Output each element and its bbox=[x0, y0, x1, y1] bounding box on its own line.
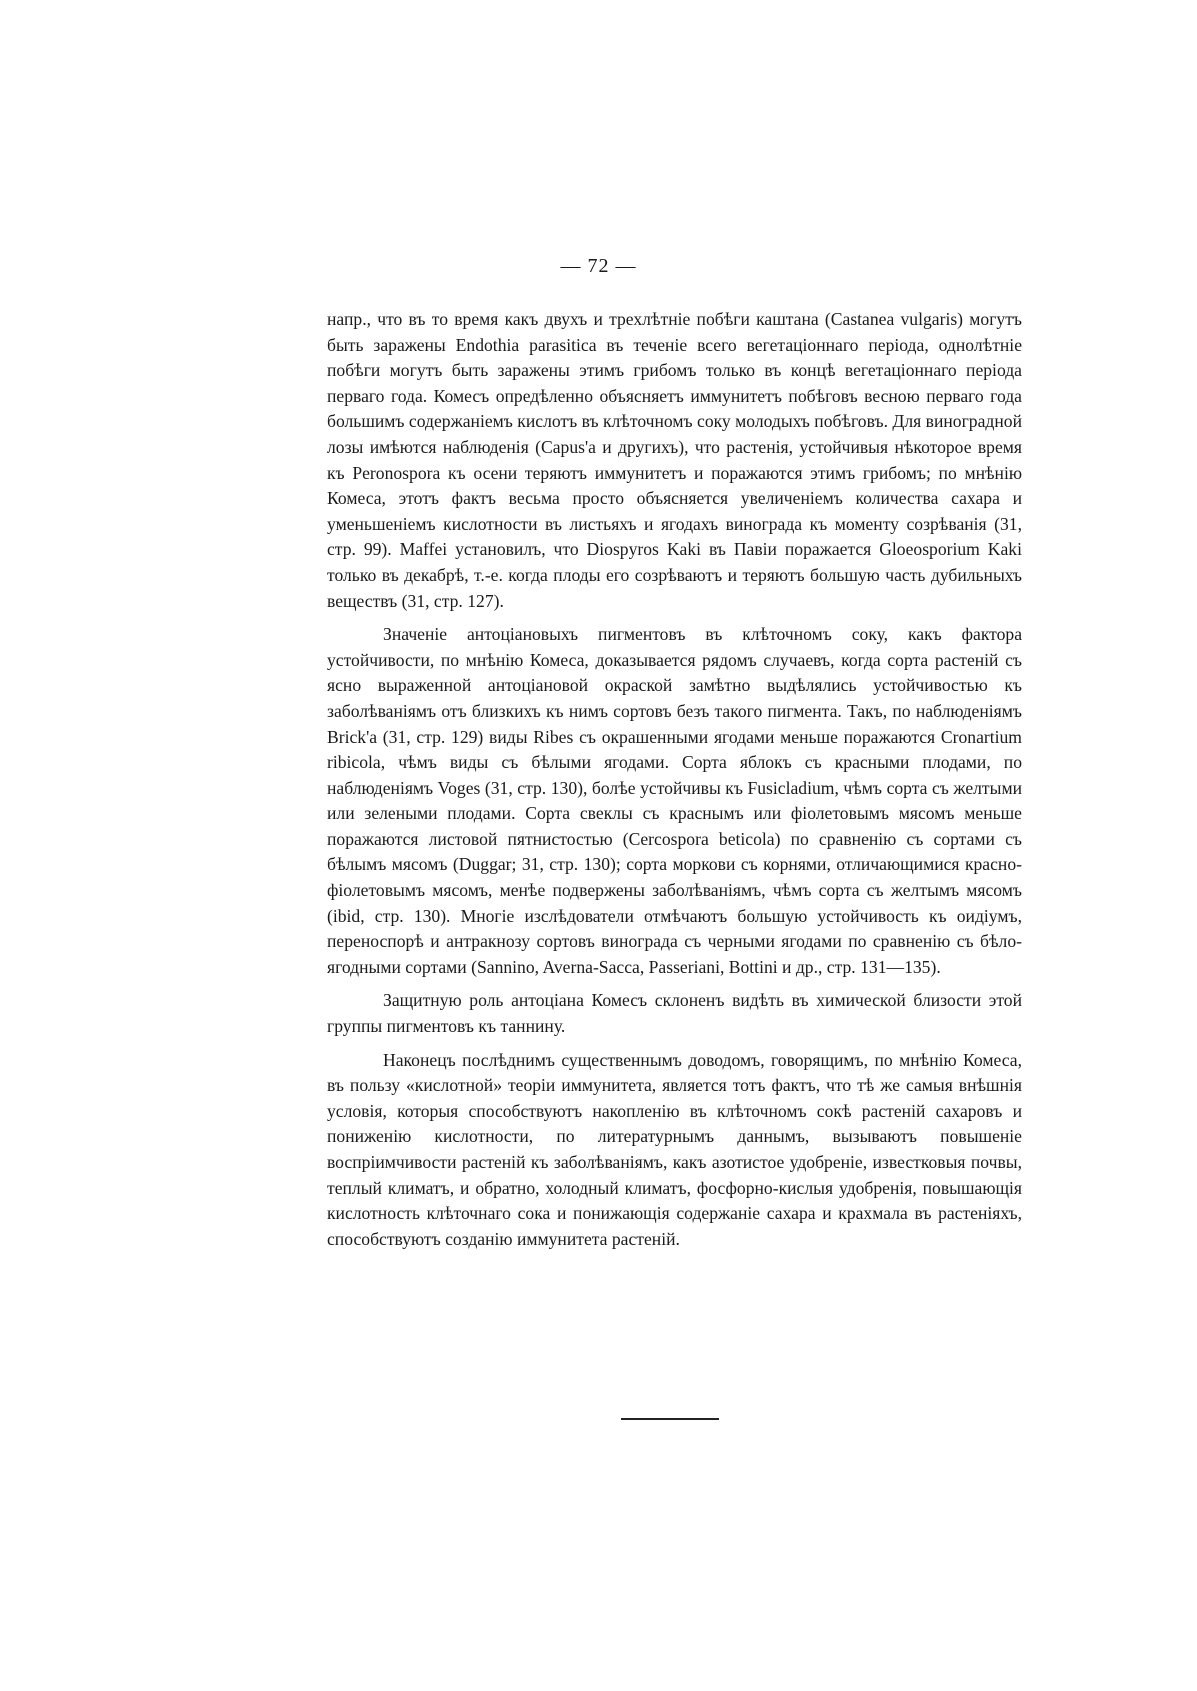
paragraph-2: Значеніе антоціановыхъ пигментовъ въ клѣточномъ соку, какъ фактора устойчивости, по мнѣнію Комеса, доказывается рядомъ случаевъ, когда сорта растеній съ ясно выраженной антоціановой окраской замѣтно выдѣлялись устойчивостью къ заболѣваніямъ отъ близкихъ къ нимъ сортовъ безъ такого пигмента. Такъ, по наблюденіямъ Brick'a (31, стр. 129) виды Ribes съ окрашенными ягодами меньше поражаются Cronartium ribicola, чѣмъ виды съ бѣлыми ягодами. Сорта яблокъ съ красными плодами, по наблюденіямъ Voges (31, стр. 130), болѣе устойчивы къ Fusicladium, чѣмъ сорта съ желтыми или зелеными плодами. Сорта свеклы съ краснымъ или фіолетовымъ мясомъ меньше поражаются листовой пятнистостью (Cercospora beticola) по сравненію съ сортами съ бѣлымъ мясомъ (Duggar; 31, стр. 130); сорта моркови съ корнями, отличающимися красно-фіолетовымъ мясомъ, менѣе подвержены заболѣваніямъ, чѣмъ сорта съ желтымъ мясомъ (ibid, стр. 130). Многіе изслѣдователи отмѣчаютъ большую устойчивость къ оидіумъ, переноспорѣ и антракнозу сортовъ винограда съ черными ягодами по сравненію съ бѣло-ягодными сортами (Sannino, Averna-Sacca, Passeriani, Bottini и др., стр. 131—135). bbox=[327, 624, 1022, 977]
body-text bbox=[327, 307, 1022, 1252]
paragraph-1: напр., что въ то время какъ двухъ и трехлѣтніе побѣги каштана (Castanea vulgaris) могутъ быть заражены Endothia parasitica въ теченіе всего вегетаціоннаго періода, однолѣтніе побѣги могутъ быть заражены этимъ грибомъ только въ концѣ вегетаціоннаго періода перваго года. Комесъ опредѣленно объясняетъ иммунитетъ побѣговъ весною перваго года большимъ содержаніемъ кислотъ въ клѣточномъ соку молодыхъ побѣговъ. Для виноградной лозы имѣются наблюденія (Capus'a и другихъ), что растенія, устойчивыя нѣкоторое время къ Peronospora къ осени теряютъ иммунитетъ и поражаются этимъ грибомъ; по мнѣнію Комеса, этотъ фактъ весьма просто объясняется увеличеніемъ количества сахара и уменьшеніемъ кислотности въ листьяхъ и ягодахъ винограда къ моменту созрѣванія (31, стр. 99). Maffei установилъ, что Diospyros Kaki въ Павіи поражается Gloeosporium Kaki только въ декабрѣ, т.-е. когда плоды его созрѣваютъ и теряютъ большую часть дубильныхъ веществъ (31, стр. 127). bbox=[327, 309, 1022, 611]
paragraph-4: Наконецъ послѣднимъ существеннымъ доводомъ, говорящимъ, по мнѣнію Комеса, въ пользу «кислотной» теоріи иммунитета, является тотъ фактъ, что тѣ же самыя внѣшнія условія, которыя способствуютъ накопленію въ клѣточномъ сокѣ растеній сахаровъ и пониженію кислотности, по литературнымъ даннымъ, вызываютъ повышеніе воспріимчивости растеній къ заболѣваніямъ, какъ азотистое удобреніе, известковыя почвы, теплый климатъ, и обратно, холодный климатъ, фосфорно-кислыя удобренія, повышающія кислотность клѣточнаго сока и понижающія содержаніе сахара и крахмала въ растеніяхъ, способствуютъ созданію иммунитета растеній. bbox=[327, 1049, 1022, 1249]
paragraph-3: Защитную роль антоціана Комесъ склоненъ видѣть въ химической близости этой группы пигментовъ къ таннину. bbox=[327, 990, 1022, 1037]
section-end-rule bbox=[621, 1418, 719, 1420]
page-number: — 72 — bbox=[560, 255, 637, 277]
